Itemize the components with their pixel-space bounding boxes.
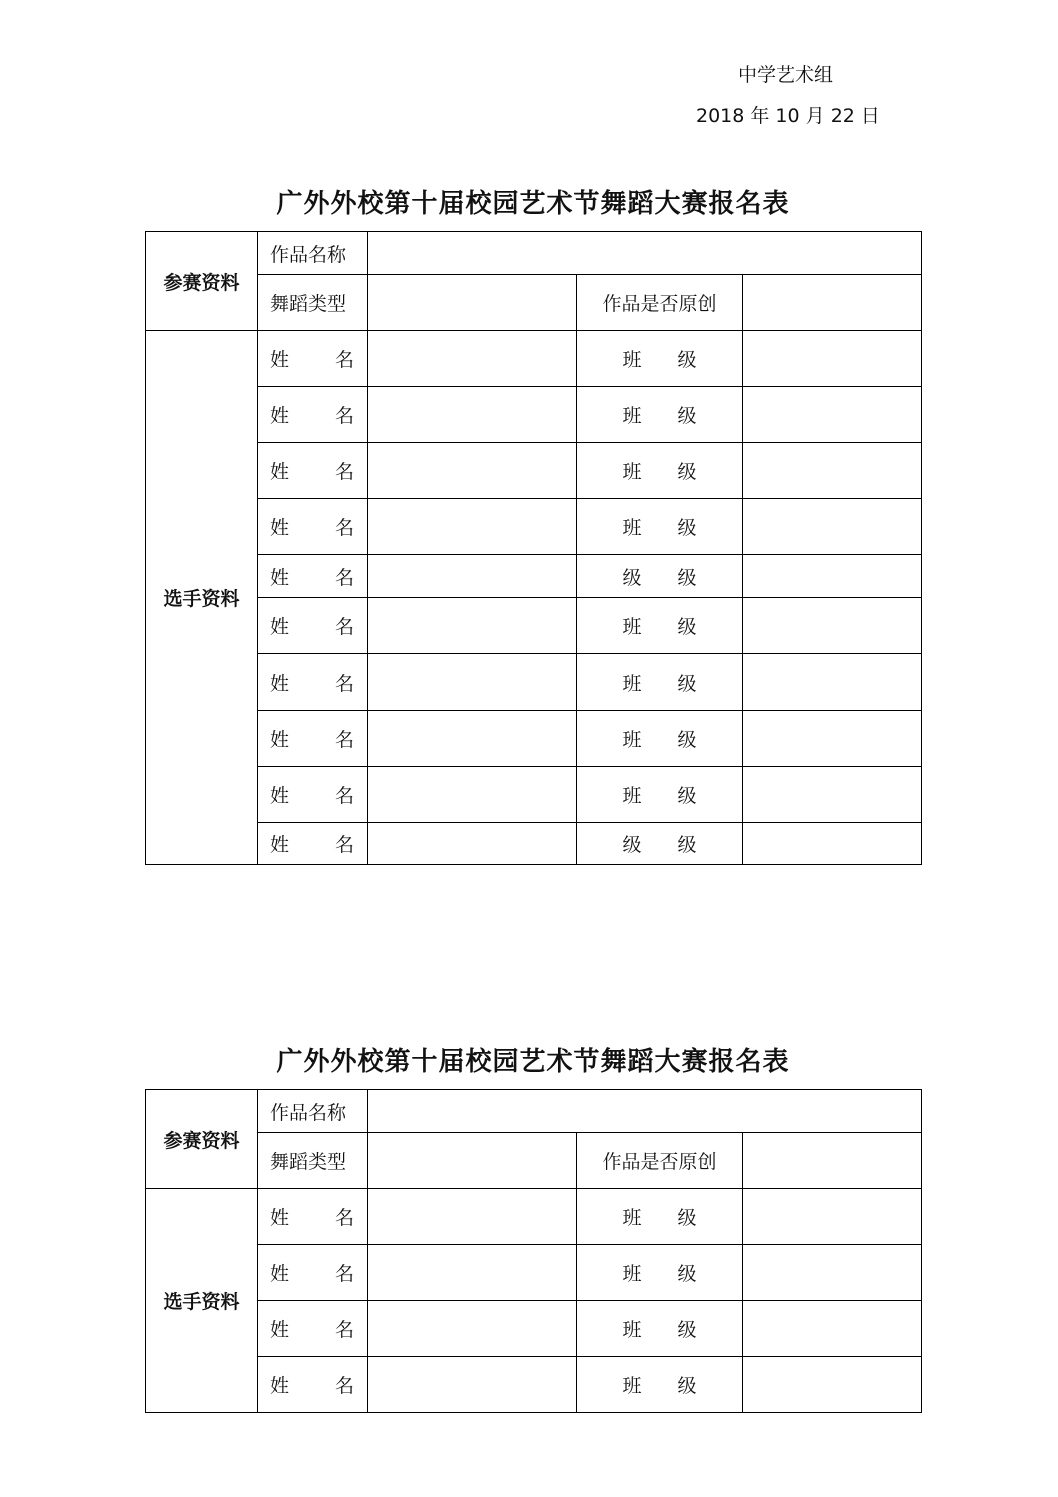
class-label: 班 级 [577,331,743,387]
class-label: 班 级 [577,767,743,823]
name-label: 姓 名 [258,331,368,387]
class-label: 班 级 [577,598,743,654]
class-field[interactable] [743,823,922,865]
name-field[interactable] [368,711,577,767]
class-label: 班 级 [577,654,743,711]
class-field[interactable] [743,555,922,598]
class-field[interactable] [743,654,922,711]
class-label: 班 级 [577,387,743,443]
class-field[interactable] [743,711,922,767]
name-label: 姓 名 [258,443,368,499]
grade-label: 级 级 [577,555,743,598]
name-label: 姓 名 [258,1189,368,1245]
dance-type-label: 舞蹈类型 [258,1133,368,1189]
is-original-field[interactable] [743,275,922,331]
dance-type-field[interactable] [368,275,577,331]
name-field[interactable] [368,443,577,499]
name-field[interactable] [368,331,577,387]
class-field[interactable] [743,443,922,499]
name-field[interactable] [368,767,577,823]
name-label: 姓 名 [258,555,368,598]
name-field[interactable] [368,654,577,711]
date-label: 2018 年 10 月 22 日 [696,105,880,127]
name-label: 姓 名 [258,499,368,555]
class-label: 班 级 [577,499,743,555]
section-entry-label: 参赛资料 [146,1090,258,1189]
section-players-label: 选手资料 [146,1189,258,1413]
grade-label: 级 级 [577,823,743,865]
work-name-field[interactable] [368,232,922,275]
name-field[interactable] [368,823,577,865]
registration-table-2 [145,1089,922,1413]
registration-table-1 [145,231,922,865]
name-field[interactable] [368,1357,577,1413]
name-field[interactable] [368,1245,577,1301]
name-label: 姓 名 [258,1245,368,1301]
class-field[interactable] [743,1245,922,1301]
work-name-label: 作品名称 [258,232,368,275]
class-field[interactable] [743,767,922,823]
class-label: 班 级 [577,1245,743,1301]
name-label: 姓 名 [258,767,368,823]
class-field[interactable] [743,499,922,555]
form-title: 广外外校第十届校园艺术节舞蹈大赛报名表 [276,1047,790,1077]
class-field[interactable] [743,598,922,654]
work-name-field[interactable] [368,1090,922,1133]
name-label: 姓 名 [258,598,368,654]
name-field[interactable] [368,598,577,654]
class-label: 班 级 [577,443,743,499]
class-field[interactable] [743,1357,922,1413]
name-label: 姓 名 [258,387,368,443]
section-players-label: 选手资料 [146,331,258,865]
name-label: 姓 名 [258,1301,368,1357]
class-field[interactable] [743,1189,922,1245]
form-title: 广外外校第十届校园艺术节舞蹈大赛报名表 [276,189,790,219]
is-original-field[interactable] [743,1133,922,1189]
class-field[interactable] [743,387,922,443]
class-label: 班 级 [577,1189,743,1245]
name-field[interactable] [368,1189,577,1245]
name-field[interactable] [368,1301,577,1357]
class-label: 班 级 [577,1357,743,1413]
section-entry-label: 参赛资料 [146,232,258,331]
name-label: 姓 名 [258,654,368,711]
name-label: 姓 名 [258,1357,368,1413]
dance-type-label: 舞蹈类型 [258,275,368,331]
name-field[interactable] [368,499,577,555]
work-name-label: 作品名称 [258,1090,368,1133]
is-original-label: 作品是否原创 [577,1133,743,1189]
name-label: 姓 名 [258,823,368,865]
organization-label: 中学艺术组 [738,64,834,86]
class-label: 班 级 [577,711,743,767]
class-field[interactable] [743,1301,922,1357]
class-field[interactable] [743,331,922,387]
is-original-label: 作品是否原创 [577,275,743,331]
class-label: 班 级 [577,1301,743,1357]
dance-type-field[interactable] [368,1133,577,1189]
name-field[interactable] [368,555,577,598]
name-field[interactable] [368,387,577,443]
name-label: 姓 名 [258,711,368,767]
